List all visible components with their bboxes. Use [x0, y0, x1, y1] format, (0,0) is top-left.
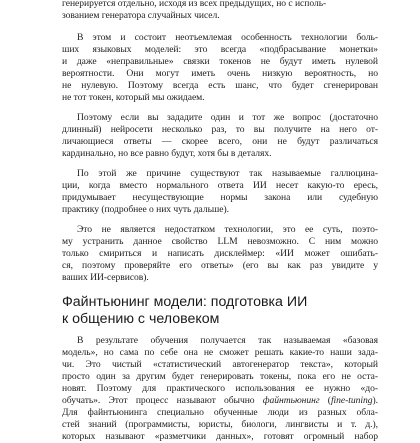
body-line: По этой же причине существуют так называемые галлюцина- — [77, 168, 378, 179]
heading-line: Файнтьюнинг модели: подготовка ИИ — [62, 294, 308, 310]
body-line: кардинально, но все равно будут, хотя бы в деталях. — [62, 148, 272, 159]
body-line: модель», но сама по себе она не сможет решать какие-то наши зада- — [62, 347, 378, 358]
body-line: Поэтому если вы зададите один и тот же вопрос (достаточно — [77, 112, 378, 123]
body-line — [62, 395, 378, 407]
body-line: длинный) нейросети несколько раз, то вы получите на него от- — [62, 124, 378, 135]
body-line: практику (подробнее о них чуть дальше). — [62, 204, 229, 215]
body-text: ). — [372, 395, 378, 406]
body-text: ( — [319, 395, 331, 406]
italic-term: файнтьюнинг — [262, 395, 320, 406]
body-line: Это не является недостатком технологии, это ее суть, поэто- — [77, 224, 378, 235]
body-line: ваших ИИ-сервисов). — [62, 272, 149, 283]
body-line: чи. Это чистый «статистический автогенератор текста», который — [62, 359, 378, 370]
body-line: ших языковых моделей: это всегда «подбрасывание монетки» — [62, 44, 378, 55]
body-line: стей знаний (программисты, юристы, биологи, лингвисты и т. д.), — [62, 419, 378, 430]
body-line: му устранить данное свойство LLM невозможно. С ним можно — [62, 236, 378, 247]
body-line: не тот токен, который мы ожидаем. — [62, 92, 205, 103]
body-line: придумывает несуществующие нормы закона или судебную — [62, 192, 378, 203]
body-line: только смириться и написать дисклеймер: «ИИ может ошибать- — [62, 248, 378, 259]
body-line: и даже «неправильные» связки токенов не будут иметь нулевой — [62, 56, 378, 67]
body-line: зованием генератора случайных чисел. — [62, 10, 220, 21]
body-line: новят. Поэтому для практического использования ее нужно «до- — [62, 383, 378, 394]
body-line: В этом и состоит неотъемлемая особенность технологии боль- — [77, 32, 378, 43]
body-line: ся, поэтому проверяйте его ответы» (его вы как раз увидите у — [62, 260, 378, 271]
body-line: личающиеся ответы — скорее всего, они не будут различаться — [62, 136, 378, 147]
body-line: которых называют «разметчики данных», готовят огромный набор — [62, 431, 378, 442]
italic-term: fine-tuning — [330, 395, 373, 406]
body-line: просто один за другим будет генерировать токены, пока его не оста- — [62, 371, 378, 382]
body-line: ции, когда вместо нормального ответа ИИ несет какую-то ересь, — [62, 180, 378, 191]
body-line: генерируется отдельно, исходя из всех предыдущих, но с исполь- — [62, 0, 327, 9]
body-line: не нулевую. Поэтому всегда есть шанс, что будет сгенерирован — [62, 80, 378, 91]
body-line: Для файнтьюнинга специально обученные люди из разных обла- — [62, 407, 378, 418]
body-text: обучать». Этот процесс называют обычно — [62, 395, 263, 406]
body-line: В результате обучения получается так называемая «базовая — [77, 335, 378, 346]
heading-line: к общению с человеком — [62, 311, 220, 327]
body-line: вероятности. Они могут иметь очень низкую вероятность, но — [62, 68, 378, 79]
